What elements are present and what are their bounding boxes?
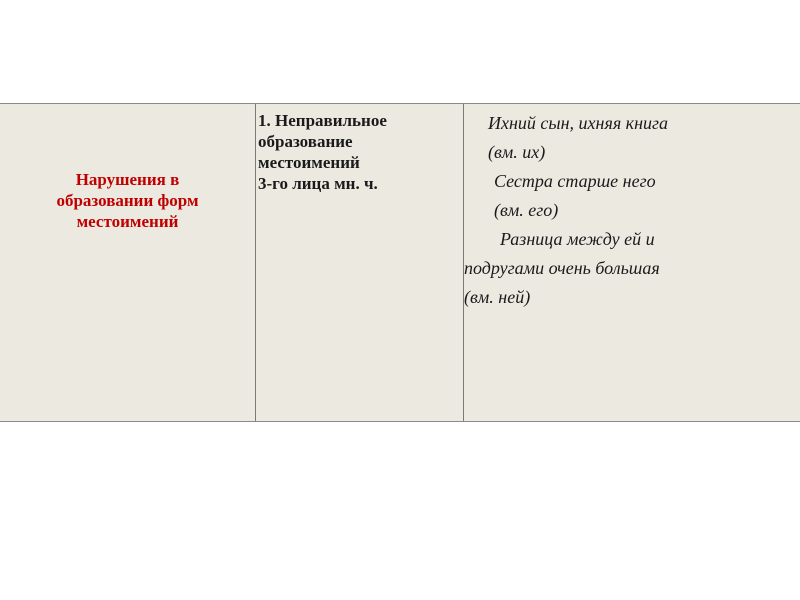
violation-line: образование <box>258 132 353 151</box>
example-line: Ихний сын, ихняя книга <box>488 113 669 133</box>
example-line: (вм. его) <box>494 200 559 220</box>
category-label <box>0 169 255 232</box>
example-line: (вм. их) <box>488 142 546 162</box>
category-line: образовании форм <box>56 191 199 210</box>
violation-line: 1. Неправильное <box>258 111 387 130</box>
violation-line: 3-го лица мн. ч. <box>258 174 378 193</box>
example-line: (вм. ней) <box>464 287 531 307</box>
example-line: Сестра старше него <box>494 171 656 191</box>
examples-cell <box>463 104 800 421</box>
category-line: Нарушения в <box>75 170 180 189</box>
category-line: местоимений <box>76 212 179 231</box>
example-line: подругами очень большая <box>464 258 660 278</box>
example-line: Разница между ей и <box>500 229 655 249</box>
category-cell <box>0 104 255 421</box>
examples-text <box>464 109 799 312</box>
violation-line: местоимений <box>258 153 360 172</box>
table-row <box>0 103 800 422</box>
violation-title <box>258 110 462 194</box>
violation-cell <box>255 104 463 421</box>
